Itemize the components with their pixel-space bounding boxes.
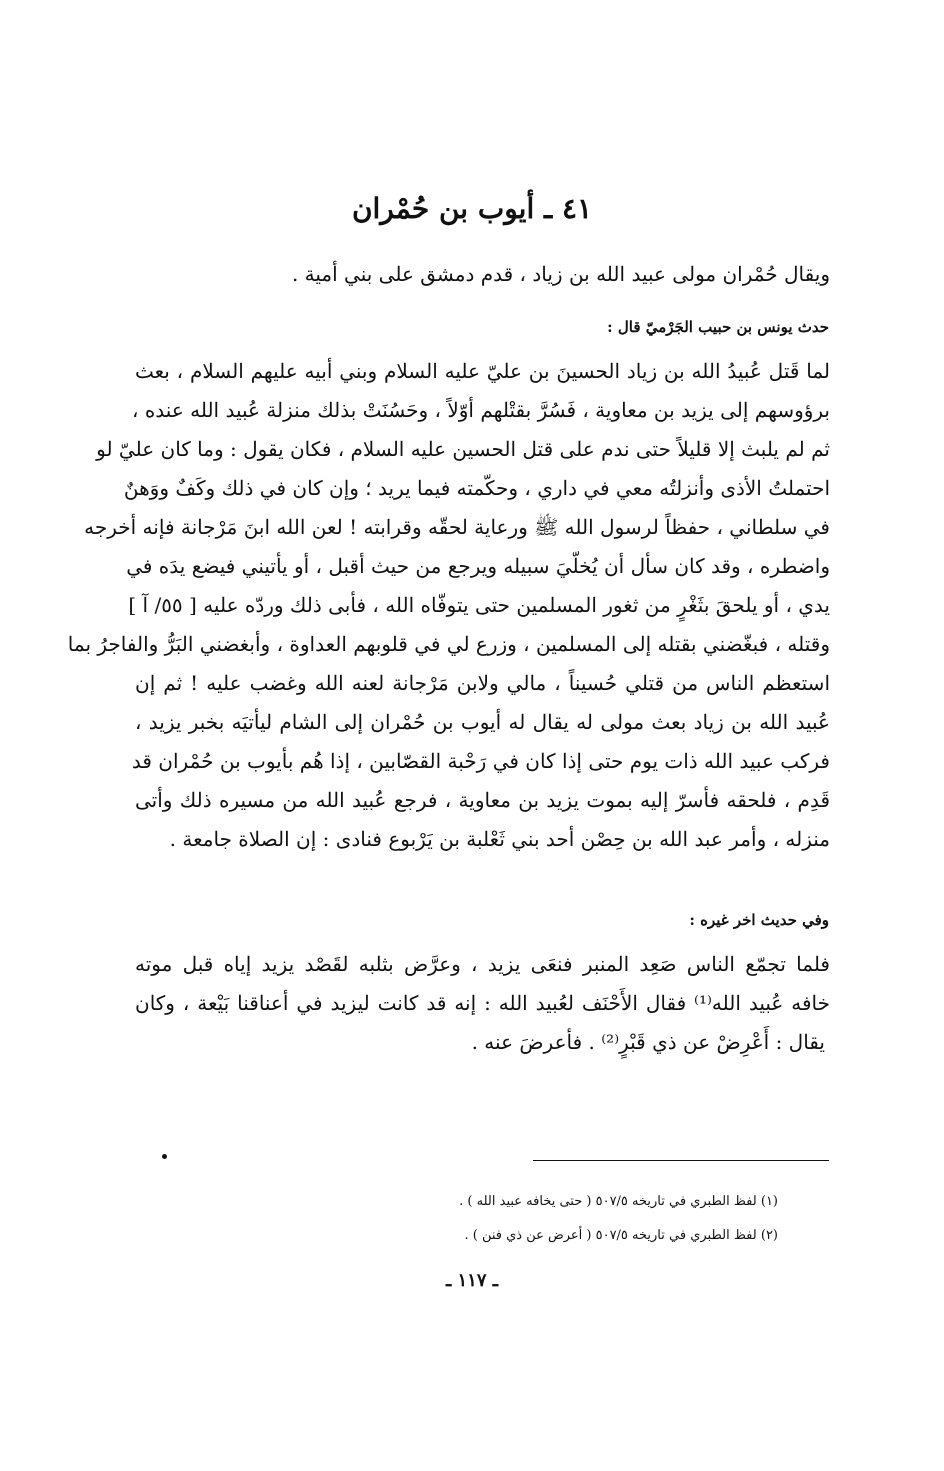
second-narration-header: وفي حديث اخر غيره : bbox=[689, 911, 829, 929]
text-line: خافه عُبيد الله⁽¹⁾ فقال الأَحْنَف لعُبيد الله : إنه قد كانت ليزيد في أعناقنا بَيْعة ، وكان bbox=[135, 991, 830, 1015]
footnote-1: (١) لفظ الطبري في تاريخه ٥٠٧/٥ ( حتى يخافه عبيد الله ) . bbox=[459, 1194, 778, 1209]
text-line: قَدِم ، فلحقه فأسرّ إليه بموت يزيد بن معاوية ، فرجع عُبيد الله من مسيره ذلك وأتى bbox=[135, 788, 830, 812]
text-line: في سلطاني ، حفظاً لرسول الله ﷺ ورعاية لحقّه وقرابته ! لعن الله ابنَ مَرْجانة فإنه أخرجه bbox=[84, 515, 830, 539]
text-line: استعظم الناس من قتلي حُسيناً ، مالي ولابن مَرْجانة لعنه الله وغضب عليه ! ثم إن bbox=[135, 671, 830, 695]
page-number: ـ ١١٧ ـ bbox=[445, 1270, 499, 1291]
text-line: منزله ، وأمر عبد الله بن حِصْن أحد بني ثَعْلبة بن يَرْبوع فنادى : إن الصلاة جامعة . bbox=[169, 827, 830, 851]
text-line: برؤوسهم إلى يزيد بن معاوية ، فَسُرَّ بقتْلهم أوّلاً ، وحَسُنَتْ بذلك منزلة عُبيد الله عنده ، bbox=[132, 398, 830, 422]
text-line: يدي ، أو يلحقَ بثَغْرٍ من ثغور المسلمين حتى يتوفّاه الله ، فأبى ذلك وردّه عليه [ ٥٥/ آ ] bbox=[128, 593, 830, 617]
text-line: احتملتُ الأذى وأنزلتُه معي في داري ، وحكّمته فيما يريد ؛ وإن كان في ذلك وكَفٌ ووَهنٌ bbox=[123, 476, 830, 500]
chapter-title: ٤١ ـ أيوب بن حُمْران bbox=[351, 192, 593, 225]
narration-header: حدث يونس بن حبيب الجَرْميّ قال : bbox=[607, 318, 829, 336]
text-line: ثم لم يلبث إلا قليلاً حتى ندم على قتل الحسين عليه السلام ، فكان يقول : وما كان عليّ لو bbox=[96, 437, 830, 461]
text-line: عُبيد الله بن زياد بعث مولى له يقال له أيوب بن حُمْران إلى الشام ليأتيَه بخبر يزيد ، bbox=[135, 710, 830, 734]
footnote-separator bbox=[533, 1160, 829, 1161]
stray-mark bbox=[162, 1154, 167, 1159]
intro-line: ويقال حُمْران مولى عبيد الله بن زياد ، قدم دمشق على بني أمية . bbox=[291, 262, 830, 286]
text-line: وقتله ، فبغّضني بقتله إلى المسلمين ، وزرع لي في قلوبهم العداوة ، وأبغضني البَرُّ والفاجرُ بما bbox=[67, 632, 830, 656]
text-line: فلما تجمّع الناس صَعِد المنبر فنعَى يزيد ، وعرَّض بثلبه لقَصْد يزيد إياه قبل موته bbox=[135, 952, 830, 976]
text-line: يقال : أَعْرِضْ عن ذي قَبْرٍ⁽²⁾ . فأعرضَ عنه . bbox=[471, 1030, 825, 1054]
text-line: فركب عبيد الله ذات يوم حتى إذا كان في رَحْبة القصّابين ، إذا هُم بأيوب بن حُمْران قد bbox=[131, 749, 830, 773]
footnote-2: (٢) لفظ الطبري في تاريخه ٥٠٧/٥ ( أعرض عن ذي فنن ) . bbox=[464, 1228, 778, 1243]
text-line: واضطره ، وقد كان سأل أن يُخلّيَ سبيله ويرجع من حيث أقبل ، أو يأتيني فيضع يدَه في bbox=[126, 554, 830, 578]
text-line: لما قَتل عُبيدُ الله بن زياد الحسينَ بن عليّ عليه السلام وبني أبيه عليهم السلام ، بعث bbox=[135, 359, 830, 383]
